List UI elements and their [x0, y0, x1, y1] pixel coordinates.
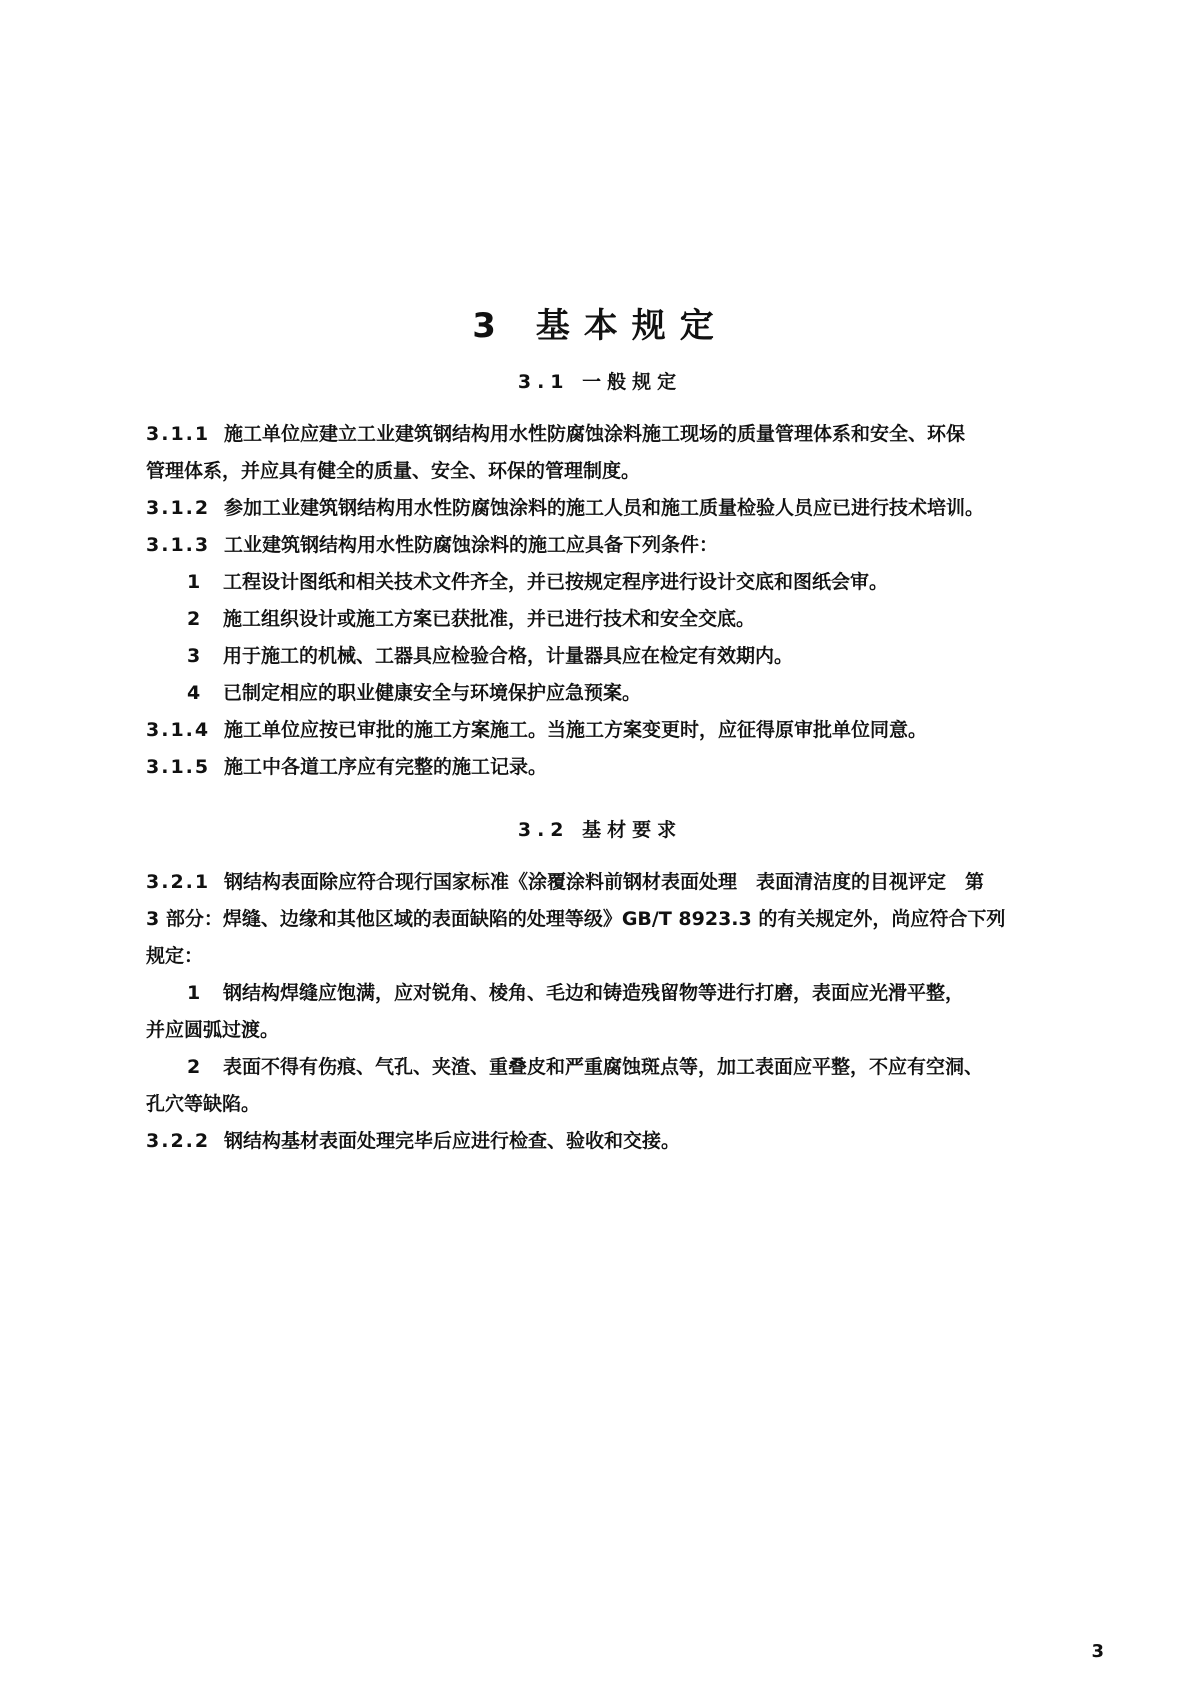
clause-number: 3.1.3 [146, 534, 211, 556]
list-item-continued [146, 1012, 279, 1049]
list-item [187, 638, 793, 675]
item-text: 并应圆弧过渡。 [146, 1019, 280, 1041]
clause-text: 管理体系，并应具有健全的质量、安全、环保的管理制度。 [146, 460, 641, 482]
clause-3-1-1 [146, 416, 965, 453]
item-text: 用于施工的机械、工器具应检验合格，计量器具应在检定有效期内。 [223, 645, 794, 667]
clause-text: 工业建筑钢结构用水性防腐蚀涂料的施工应具备下列条件： [224, 534, 719, 556]
page-number: 3 [1091, 1641, 1104, 1662]
item-text: 孔穴等缺陷。 [146, 1093, 261, 1115]
clause-3-2-2 [146, 1123, 680, 1160]
clause-number: 3.1.4 [146, 719, 211, 741]
item-text: 工程设计图纸和相关技术文件齐全，并已按规定程序进行设计交底和图纸会审。 [223, 571, 889, 593]
item-number: 3 [187, 645, 201, 667]
clause-text: 钢结构基材表面处理完毕后应进行检查、验收和交接。 [224, 1130, 681, 1152]
list-item [187, 675, 641, 712]
item-number: 1 [187, 571, 201, 593]
clause-text: 规定： [146, 945, 204, 967]
clause-number: 3.2.1 [146, 871, 211, 893]
clause-3-1-5 [146, 749, 547, 786]
clause-text: 钢结构表面除应符合现行国家标准《涂覆涂料前钢材表面处理 表面清洁度的目视评定 第 [224, 871, 985, 893]
clause-number: 3.2.2 [146, 1130, 211, 1152]
item-text: 已制定相应的职业健康安全与环境保护应急预案。 [223, 682, 642, 704]
clause-3-1-2 [146, 490, 984, 527]
chapter-title: 3 基本规定 [472, 306, 728, 346]
item-number: 1 [187, 982, 201, 1004]
item-number: 2 [187, 1056, 201, 1078]
list-item [187, 1049, 983, 1086]
item-number: 4 [187, 682, 201, 704]
list-item-continued [146, 1086, 260, 1123]
clause-text: 施工单位应按已审批的施工方案施工。当施工方案变更时，应征得原审批单位同意。 [224, 719, 928, 741]
clause-text: 施工中各道工序应有完整的施工记录。 [224, 756, 548, 778]
clause-3-1-3 [146, 527, 718, 564]
item-text: 表面不得有伤痕、气孔、夹渣、重叠皮和严重腐蚀斑点等，加工表面应平整，不应有空洞、 [223, 1056, 984, 1078]
clause-3-1-1-continued [146, 453, 640, 490]
clause-3-2-1-continued [146, 901, 1005, 938]
clause-text: 施工单位应建立工业建筑钢结构用水性防腐蚀涂料施工现场的质量管理体系和安全、环保 [224, 423, 966, 445]
list-item [187, 975, 964, 1012]
clause-number: 3.1.2 [146, 497, 211, 519]
clause-number: 3.1.5 [146, 756, 211, 778]
clause-3-2-1-continued [146, 938, 203, 975]
item-text: 钢结构焊缝应饱满，应对锐角、棱角、毛边和铸造残留物等进行打磨，表面应光滑平整， [223, 982, 965, 1004]
item-text: 施工组织设计或施工方案已获批准，并已进行技术和安全交底。 [223, 608, 756, 630]
clause-number: 3.1.1 [146, 423, 211, 445]
clause-text: 3 部分：焊缝、边缘和其他区域的表面缺陷的处理等级》GB/T 8923.3 的有关规定外，尚应符合下列 [146, 908, 1006, 930]
clause-text: 参加工业建筑钢结构用水性防腐蚀涂料的施工人员和施工质量检验人员应已进行技术培训。 [224, 497, 985, 519]
section-title-3-2: 3.2 基材要求 [517, 819, 683, 841]
clause-3-1-4 [146, 712, 927, 749]
list-item [187, 601, 755, 638]
item-number: 2 [187, 608, 201, 630]
clause-3-2-1 [146, 864, 984, 901]
list-item [187, 564, 888, 601]
section-title-3-1: 3.1 一般规定 [517, 371, 683, 393]
